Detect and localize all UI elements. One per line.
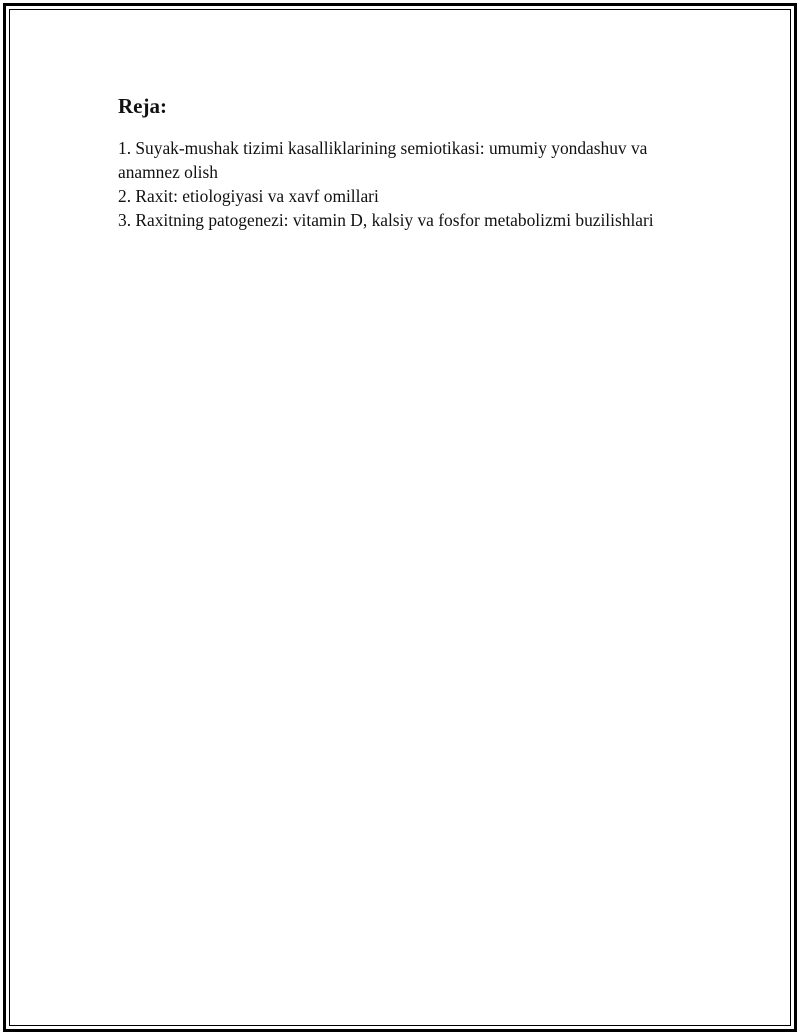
- plan-heading: Reja:: [118, 94, 167, 118]
- plan-item-2: 2. Raxit: etiologiyasi va xavf omillari: [118, 186, 379, 206]
- plan-item-3: 3. Raxitning patogenezi: vitamin D, kalsiy va fosfor metabolizmi buzilishlari: [118, 210, 654, 230]
- document-body: [118, 92, 698, 232]
- plan-list: [118, 136, 698, 232]
- plan-item-1: 1. Suyak-mushak tizimi kasalliklarining semiotikasi: umumiy yondashuv va anamnez olish: [118, 138, 648, 182]
